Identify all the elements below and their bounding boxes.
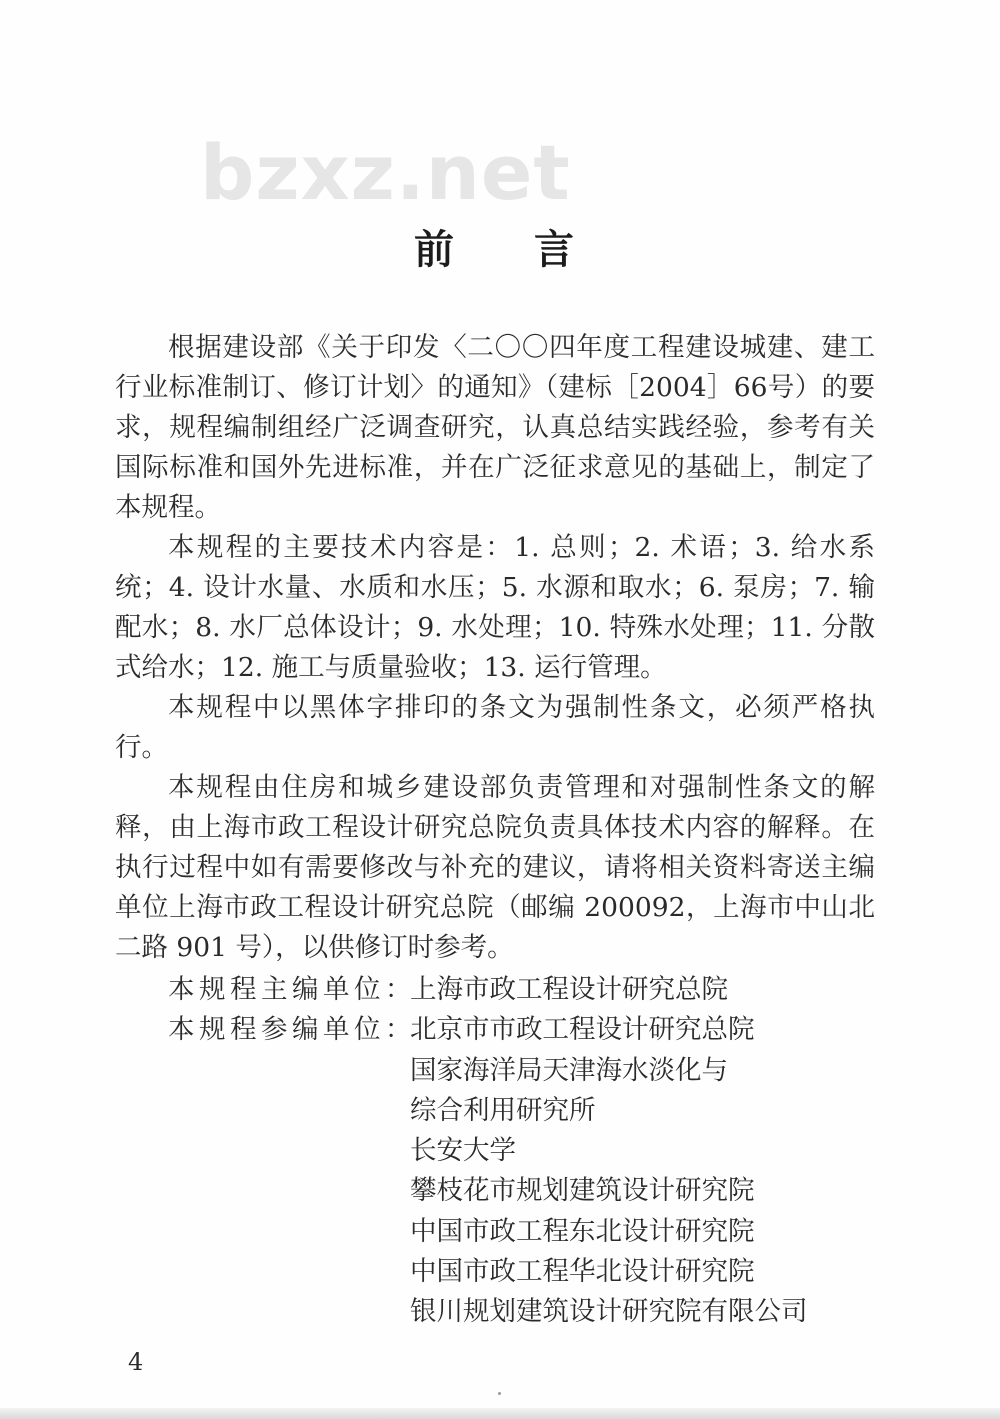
preface-body bbox=[115, 328, 875, 968]
chief-unit-name: 上海市政工程设计研究总院 bbox=[410, 974, 728, 1005]
chief-unit-row bbox=[168, 970, 808, 1010]
scan-dot bbox=[498, 1392, 501, 1395]
watermark-text: bzxz.net bbox=[200, 128, 571, 217]
page-bottom-edge bbox=[0, 1408, 1000, 1419]
participating-units-row bbox=[168, 1010, 808, 1332]
paragraph-background: 根据建设部《关于印发〈二〇〇四年度工程建设城建、建工行业标准制订、修订计划〉的通知》（建标［2004］66号）的要求，规程编制组经广泛调查研究，认真总结实践经验，参考有关国际标准和国外先进标准，并在广泛征求意见的基础上，制定了本规程。 bbox=[115, 332, 875, 523]
participating-units-label: 本规程参编单位： bbox=[168, 1014, 416, 1046]
list-item: 长安大学 bbox=[410, 1135, 516, 1167]
list-item: 综合利用研究所 bbox=[410, 1094, 596, 1126]
list-item: 中国市政工程东北设计研究院 bbox=[410, 1215, 755, 1247]
list-item: 北京市市政工程设计研究总院 bbox=[410, 1014, 755, 1046]
list-item: 国家海洋局天津海水淡化与 bbox=[410, 1054, 728, 1086]
page-title: 前言 bbox=[414, 226, 654, 273]
paragraph-administration: 本规程由住房和城乡建设部负责管理和对强制性条文的解释，由上海市政工程设计研究总院负责具体技术内容的解释。在执行过程中如有需要修改与补充的建议，请将相关资料寄送主编单位上海市政工程设计研究总院（邮编 200092，上海市中山北二路 901 号），以供修订时参考。 bbox=[115, 772, 875, 963]
participating-units-list bbox=[410, 1010, 808, 1332]
paragraph-technical-content: 本规程的主要技术内容是：1. 总则；2. 术语；3. 给水系统；4. 设计水量、水质和水压；5. 水源和取水；6. 泵房；7. 输配水；8. 水厂总体设计；9. 水处理；10. 特殊水处理；11. 分散式给水；12. 施工与质量验收；13. 运行管理。 bbox=[115, 532, 875, 683]
list-item: 攀枝花市规划建筑设计研究院 bbox=[410, 1175, 755, 1207]
units-section bbox=[168, 970, 808, 1333]
list-item: 中国市政工程华北设计研究院 bbox=[410, 1256, 755, 1288]
chief-unit-label: 本规程主编单位： bbox=[168, 974, 416, 1005]
page-number: 4 bbox=[128, 1348, 144, 1376]
paragraph-mandatory-clauses: 本规程中以黑体字排印的条文为强制性条文，必须严格执行。 bbox=[115, 692, 875, 763]
list-item: 银川规划建筑设计研究院有限公司 bbox=[410, 1296, 808, 1328]
